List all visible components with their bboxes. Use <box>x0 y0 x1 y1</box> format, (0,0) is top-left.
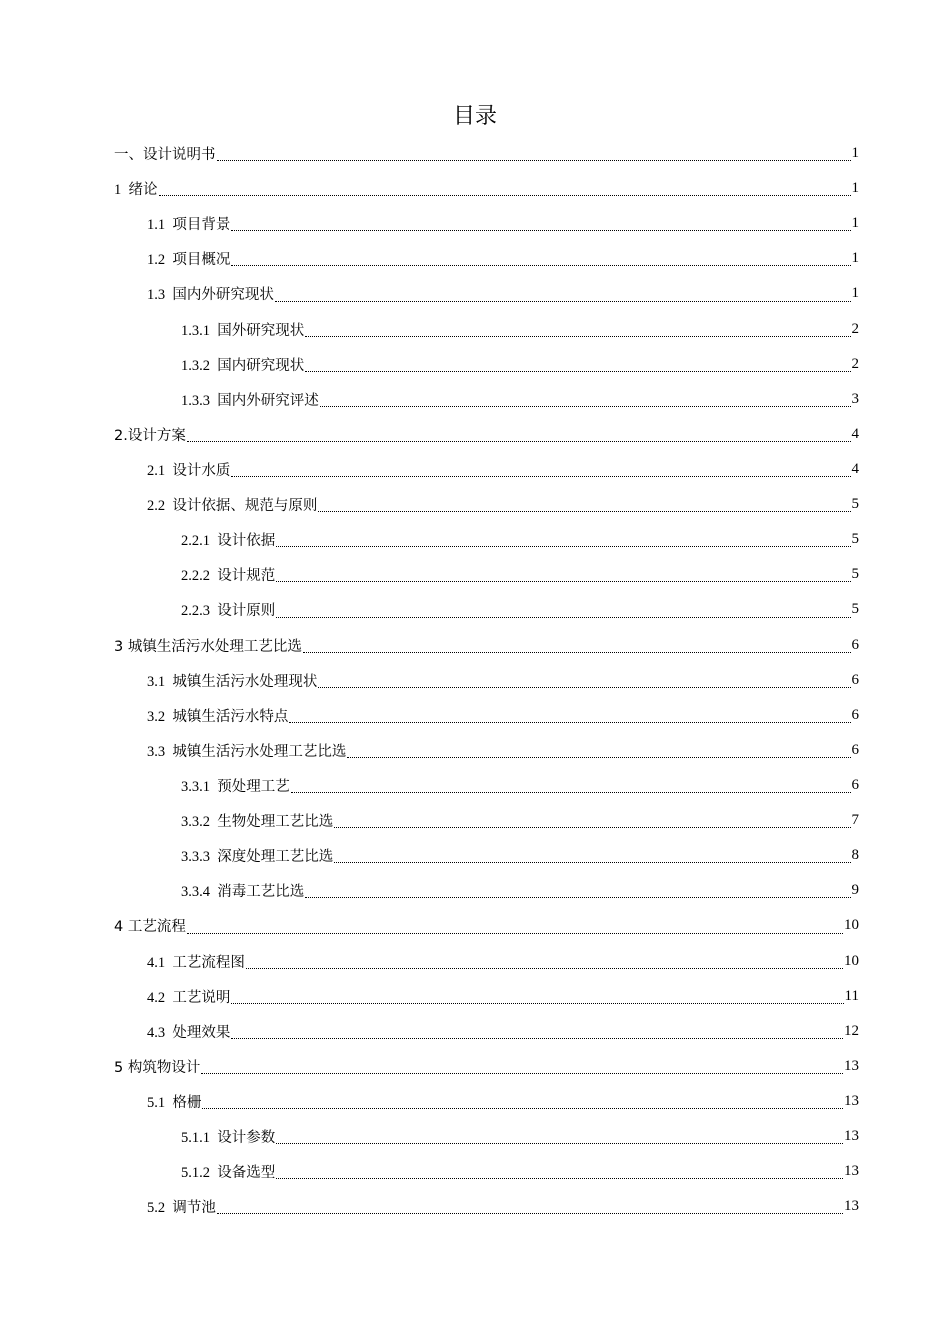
toc-entry-number: 4.2 <box>147 989 166 1006</box>
toc-entry-label: 国外研究现状 <box>217 322 305 339</box>
toc-entry-title <box>181 810 333 831</box>
toc-entry-number: 1.2 <box>147 252 166 269</box>
toc-dot-leader <box>334 861 850 863</box>
toc-dot-leader <box>159 194 851 196</box>
toc-entry-title <box>147 986 230 1007</box>
toc-entry[interactable] <box>0 1154 950 1189</box>
toc-entry[interactable] <box>0 171 950 206</box>
toc-entry-number: 3.2 <box>147 708 166 725</box>
toc-dot-leader <box>217 159 851 161</box>
toc-page-number: 2 <box>851 355 859 372</box>
toc-entry-number: 3.1 <box>147 673 166 690</box>
toc-dot-leader <box>246 967 843 969</box>
toc-dot-leader <box>202 1107 843 1109</box>
toc-entry-number: 5.1.2 <box>181 1165 210 1182</box>
toc-entry-number: 5.2 <box>147 1200 166 1217</box>
toc-entry-title <box>147 951 245 972</box>
toc-page-number: 6 <box>851 741 859 758</box>
toc-dot-leader <box>289 721 850 723</box>
toc-page-number: 5 <box>851 601 859 618</box>
toc-dot-leader <box>201 1072 843 1074</box>
toc-entry-title <box>147 459 230 480</box>
toc-dot-leader <box>318 686 850 688</box>
toc-entry[interactable] <box>0 417 950 452</box>
toc-entry[interactable] <box>0 908 950 943</box>
toc-entry[interactable] <box>0 592 950 627</box>
toc-dot-leader <box>231 1002 843 1004</box>
toc-entry-number: 1.1 <box>147 217 166 234</box>
toc-entry-label: 绪论 <box>128 182 158 199</box>
toc-page-number: 1 <box>851 145 859 162</box>
toc-entry-title <box>181 599 275 620</box>
toc-entry[interactable] <box>0 452 950 487</box>
toc-entry-label: 国内外研究评述 <box>217 392 319 409</box>
toc-page-number: 1 <box>851 285 859 302</box>
toc-entry-title <box>114 143 216 164</box>
toc-entry[interactable] <box>0 1049 950 1084</box>
toc-page-number: 13 <box>844 1057 859 1074</box>
toc-entry-title <box>147 740 346 761</box>
toc-entry-title <box>181 319 304 340</box>
toc-page-number: 10 <box>844 952 859 969</box>
toc-dot-leader <box>347 756 850 758</box>
toc-entry-number: 5.1.1 <box>181 1130 210 1147</box>
toc-entry-number: 5.1 <box>147 1095 166 1111</box>
toc-entry-title <box>181 1161 275 1182</box>
toc-dot-leader <box>276 1142 843 1144</box>
toc-dot-leader <box>305 896 850 898</box>
toc-dot-leader <box>231 1037 843 1039</box>
toc-page-number: 6 <box>851 706 859 723</box>
toc-page-number: 5 <box>851 496 859 513</box>
toc-page-number: 13 <box>844 1163 859 1180</box>
toc-page-number: 13 <box>844 1198 859 1215</box>
toc-entry-title <box>181 1126 275 1147</box>
toc-entry-number: 3.3.3 <box>181 849 210 866</box>
toc-page-number: 6 <box>851 777 859 794</box>
toc-entry[interactable] <box>0 944 950 979</box>
toc-dot-leader <box>334 826 850 828</box>
toc-entry-label: 3 城镇生活污水处理工艺比选 <box>114 638 302 655</box>
table-of-contents <box>0 136 950 1224</box>
toc-dot-leader <box>187 932 843 934</box>
toc-entry-title <box>147 1196 216 1217</box>
toc-entry-label: 项目概况 <box>172 252 231 269</box>
toc-page-number: 11 <box>844 987 859 1004</box>
toc-page-number: 3 <box>851 390 859 407</box>
toc-dot-leader <box>303 651 851 653</box>
toc-page-number: 8 <box>851 847 859 864</box>
toc-entry-label: 设计依据 <box>217 533 276 550</box>
toc-entry-number: 2.2.3 <box>181 603 210 620</box>
toc-dot-leader <box>231 475 850 477</box>
toc-entry-title <box>114 178 158 199</box>
toc-entry-label: 4 工艺流程 <box>114 919 186 936</box>
toc-entry-label: 格栅 <box>172 1095 202 1111</box>
toc-entry-label: 城镇生活污水处理工艺比选 <box>172 743 347 760</box>
toc-entry-title <box>147 494 317 515</box>
toc-dot-leader <box>320 405 851 407</box>
toc-dot-leader <box>291 791 851 793</box>
toc-dot-leader <box>276 545 850 547</box>
toc-dot-leader <box>305 335 850 337</box>
toc-entry-number: 1.3 <box>147 287 166 304</box>
toc-entry-title <box>181 775 290 796</box>
toc-entry-title <box>114 635 302 656</box>
toc-entry-label: 设计原则 <box>217 603 276 620</box>
toc-entry-label: 城镇生活污水特点 <box>172 708 289 725</box>
toc-page-number: 5 <box>851 531 859 548</box>
toc-page-number: 12 <box>844 1022 859 1039</box>
toc-entry-title <box>114 915 186 936</box>
toc-entry-label: 设计参数 <box>217 1130 276 1147</box>
toc-entry-label: 预处理工艺 <box>217 779 290 796</box>
toc-page-number: 10 <box>844 917 859 934</box>
toc-entry-title <box>147 670 317 691</box>
toc-entry[interactable] <box>0 663 950 698</box>
toc-entry[interactable] <box>0 1014 950 1049</box>
toc-entry-label: 消毒工艺比选 <box>217 884 305 901</box>
toc-entry-label: 调节池 <box>172 1200 216 1217</box>
toc-entry[interactable] <box>0 1084 950 1119</box>
toc-entry-title <box>114 1056 200 1077</box>
toc-entry[interactable] <box>0 1119 950 1154</box>
toc-page-number: 9 <box>851 882 859 899</box>
toc-entry-label: 5 构筑物设计 <box>114 1059 201 1076</box>
toc-dot-leader <box>276 580 850 582</box>
toc-dot-leader <box>187 440 851 442</box>
toc-entry-title <box>181 354 304 375</box>
toc-page-number: 7 <box>851 812 859 829</box>
toc-entry-title <box>181 529 275 550</box>
toc-entry[interactable] <box>0 733 950 768</box>
toc-entry-number: 3.3.1 <box>181 779 210 796</box>
toc-entry[interactable] <box>0 347 950 382</box>
toc-dot-leader <box>275 300 851 302</box>
toc-page-number: 2 <box>851 320 859 337</box>
toc-entry-label: 设计依据、规范与原则 <box>172 498 318 515</box>
toc-entry-label: 2.设计方案 <box>114 427 186 444</box>
toc-entry[interactable] <box>0 698 950 733</box>
toc-title: 目录 <box>452 104 497 129</box>
toc-dot-leader <box>231 229 850 231</box>
toc-entry[interactable] <box>0 522 950 557</box>
toc-entry-label: 工艺说明 <box>172 989 231 1006</box>
toc-dot-leader <box>305 370 850 372</box>
toc-entry-label: 国内研究现状 <box>217 357 305 374</box>
toc-entry-title <box>147 283 274 304</box>
toc-entry[interactable] <box>0 276 950 311</box>
toc-page-number: 6 <box>851 671 859 688</box>
toc-page-number: 13 <box>844 1128 859 1145</box>
toc-entry-number: 2.2.2 <box>181 568 210 585</box>
toc-dot-leader <box>231 264 850 266</box>
toc-entry-number: 4.3 <box>147 1024 166 1041</box>
toc-page-number: 1 <box>851 215 859 232</box>
toc-entry-title <box>147 1021 230 1042</box>
toc-entry[interactable] <box>0 557 950 592</box>
toc-entry-title <box>147 213 230 234</box>
toc-entry-label: 设计规范 <box>217 568 276 585</box>
toc-entry[interactable] <box>0 487 950 522</box>
toc-entry[interactable] <box>0 628 950 663</box>
toc-page-number: 4 <box>851 461 859 478</box>
toc-dot-leader <box>318 510 850 512</box>
toc-entry-title <box>147 248 230 269</box>
toc-entry[interactable] <box>0 838 950 873</box>
toc-entry-title <box>181 880 304 901</box>
toc-entry[interactable] <box>0 803 950 838</box>
toc-entry-number: 2.2.1 <box>181 533 210 550</box>
toc-entry-number: 1.3.1 <box>181 322 210 339</box>
toc-entry[interactable] <box>0 979 950 1014</box>
toc-entry-number: 3.3 <box>147 743 166 760</box>
toc-entry-number: 1.3.2 <box>181 357 210 374</box>
toc-entry-label: 国内外研究现状 <box>172 287 274 304</box>
toc-entry-number: 3.3.2 <box>181 814 210 831</box>
toc-entry-title <box>147 705 288 726</box>
toc-entry-number: 1 <box>114 182 122 199</box>
toc-entry[interactable] <box>0 768 950 803</box>
toc-dot-leader <box>276 1177 843 1179</box>
toc-dot-leader <box>276 616 850 618</box>
toc-page-number: 13 <box>844 1093 859 1109</box>
toc-entry-label: 设计水质 <box>172 463 231 480</box>
toc-entry-number: 2.1 <box>147 463 166 480</box>
toc-entry[interactable] <box>0 136 950 171</box>
toc-entry[interactable] <box>0 873 950 908</box>
toc-entry-label: 设备选型 <box>217 1165 276 1182</box>
toc-entry[interactable] <box>0 241 950 276</box>
toc-entry-label: 项目背景 <box>172 217 231 234</box>
toc-entry-title <box>181 564 275 585</box>
toc-page-number: 1 <box>851 250 859 267</box>
toc-entry[interactable] <box>0 1189 950 1224</box>
toc-dot-leader <box>217 1212 843 1214</box>
toc-entry-label: 生物处理工艺比选 <box>217 814 334 831</box>
toc-entry[interactable] <box>0 382 950 417</box>
toc-page-number: 4 <box>851 425 859 442</box>
toc-entry-title <box>181 845 333 866</box>
toc-entry-number: 1.3.3 <box>181 392 210 409</box>
toc-page-number: 1 <box>851 180 859 197</box>
toc-entry-label: 一、设计说明书 <box>114 147 216 164</box>
toc-entry[interactable] <box>0 312 950 347</box>
toc-entry-title <box>181 389 319 410</box>
toc-entry-label: 深度处理工艺比选 <box>217 849 334 866</box>
toc-page-number: 5 <box>851 566 859 583</box>
toc-entry-number: 2.2 <box>147 498 166 515</box>
toc-entry-number: 3.3.4 <box>181 884 210 901</box>
toc-entry-title <box>114 424 186 445</box>
toc-entry-number: 4.1 <box>147 954 166 971</box>
toc-entry-title <box>147 1091 201 1112</box>
toc-page-number: 6 <box>851 636 859 653</box>
toc-entry-label: 处理效果 <box>172 1024 231 1041</box>
toc-entry[interactable] <box>0 206 950 241</box>
toc-entry-label: 城镇生活污水处理现状 <box>172 673 318 690</box>
toc-entry-gap <box>121 182 128 198</box>
toc-entry-label: 工艺流程图 <box>172 954 245 971</box>
